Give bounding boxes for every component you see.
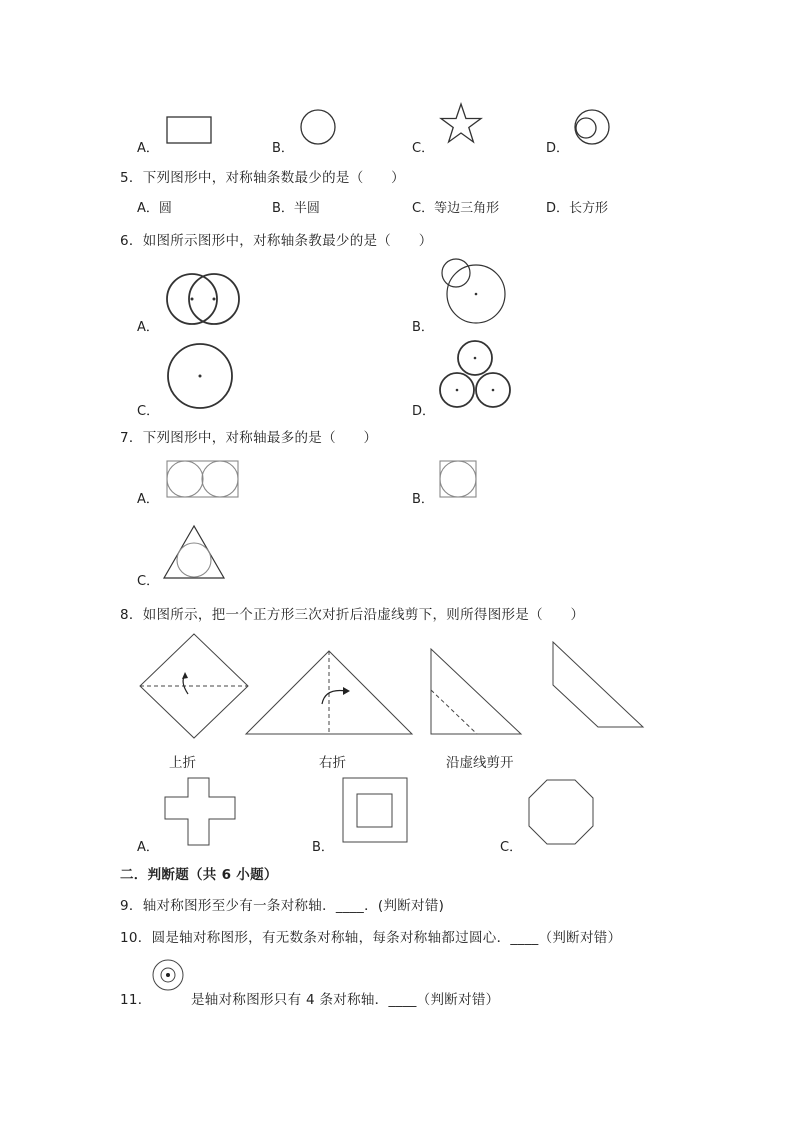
- q4-option-b-label: B．: [272, 141, 294, 156]
- q5-option-c: C．等边三角形: [412, 201, 500, 216]
- q6-option-a-label: A．: [137, 320, 159, 335]
- q8-step2-caption: 右折: [319, 755, 346, 771]
- q11-text: 是轴对称图形只有 4 条对称轴．____（判断对错）: [191, 992, 500, 1008]
- section2-title: 二．判断题（共 6 小题）: [120, 867, 278, 883]
- q8-option-b-label: B．: [312, 840, 334, 855]
- q6-option-c-label: C．: [137, 404, 160, 419]
- q5-option-a: A．圆: [137, 201, 172, 216]
- q6-stem: 6．如图所示图形中，对称轴条教最少的是（ ）: [120, 233, 433, 249]
- q8-option-a-label: A．: [137, 840, 159, 855]
- q6-option-b-label: B．: [412, 320, 434, 335]
- q7-option-a-label: A．: [137, 492, 159, 507]
- q11-concentric-circles-figure: [153, 960, 183, 990]
- q10-text: 10．圆是轴对称图形，有无数条对称轴，每条对称轴都过圆心．____（判断对错）: [120, 930, 622, 946]
- q4-option-c-label: C．: [412, 141, 435, 156]
- q4-option-d-label: D．: [546, 141, 570, 156]
- q11-number: 11．: [120, 992, 152, 1008]
- q9-text: 9．轴对称图形至少有一条对称轴．____．(判断对错): [120, 898, 445, 914]
- q8-step3-caption: 沿虚线剪开: [446, 755, 514, 771]
- q5-stem: 5．下列图形中，对称轴条数最少的是（ ）: [120, 170, 405, 186]
- q5-option-b: B．半圆: [272, 201, 320, 216]
- q6-option-d-label: D．: [412, 404, 436, 419]
- q7-option-c-label: C．: [137, 574, 160, 589]
- q8-stem: 8．如图所示，把一个正方形三次对折后沿虚线剪下，则所得图形是（ ）: [120, 607, 585, 623]
- q7-stem: 7．下列图形中，对称轴最多的是（ ）: [120, 430, 378, 446]
- q7-option-b-label: B．: [412, 492, 434, 507]
- q4-option-a-label: A．: [137, 141, 159, 156]
- q8-option-c-label: C．: [500, 840, 523, 855]
- q8-step1-caption: 上折: [169, 755, 196, 771]
- q5-option-d: D．长方形: [546, 201, 609, 216]
